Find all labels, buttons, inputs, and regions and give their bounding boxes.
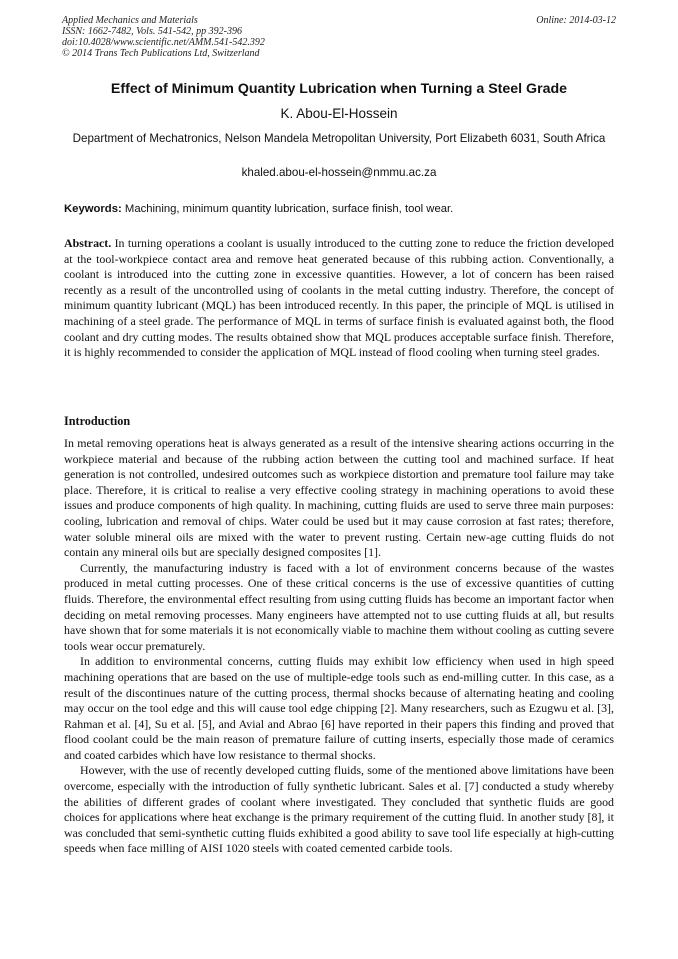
author-name: K. Abou-El-Hossein [280, 106, 398, 121]
introduction-body [64, 436, 614, 857]
abstract-label: Abstract. [64, 236, 112, 250]
introduction-heading: Introduction [64, 414, 131, 428]
keywords-text: Machining, minimum quantity lubrication, surface finish, tool wear. [121, 203, 454, 215]
online-date: Online: 2014-03-12 [536, 15, 616, 26]
abstract [64, 236, 614, 361]
intro-paragraph-2: Currently, the manufacturing industry is faced with a lot of environment concerns because of the wastes produced in metal cutting processes. One of these critical concerns is the use of excessive quantities of cutting fluids. Therefore, the environmental effect resulting from using cutting fluids has become an important factor when deciding on metal removing processes. Many engineers have attempted not to use cutting fluids at all, but results have shown that for some materials it is not economically viable to machine them without cooling as cutting severe tools wear occur prematurely. [64, 560, 614, 653]
copyright-line: © 2014 Trans Tech Publications Ltd, Switzerland [62, 48, 260, 59]
paper-title: Effect of Minimum Quantity Lubrication when Turning a Steel Grade [110, 81, 568, 97]
intro-paragraph-4: However, with the use of recently developed cutting fluids, some of the mentioned above limitations have been overcome, especially with the introduction of fully synthetic lubricant. Sales et al. [7] conducted a study whereby the abilities of different grades of coolant where investigated. They concluded that synthetic fluids are good choices for applications where heat exchange is the primary requirement of the cutting fluid. In another study [8], it was concluded that semi-synthetic cutting fluids exhibited a good ability to save tool life especially at high-cutting speeds when face milling of AISI 1020 steels with coated cemented carbide tools. [64, 763, 614, 856]
intro-paragraph-3: In addition to environmental concerns, cutting fluids may exhibit low efficiency when used in high speed machining operations that are based on the use of multiple-edge tools such as end-milling cutter. In this case, as a result of the discontinues nature of the cutting process, thermal shocks because of alternating heating and cooling may occur on the tool edge and this will cause tool edge chipping [2]. Many researchers, such as Ezugwu et al. [3], Rahman et al. [4], Su et al. [5], and Avial and Abrao [6] have reported in their papers this finding and proved that flood coolant could be the main reason of premature failure of cutting inserts, especially those made of ceramics and coated carbides which have low resistance to thermal shocks. [64, 654, 614, 762]
issn-line: ISSN: 1662-7482, Vols. 541-542, pp 392-396 [62, 26, 242, 37]
journal-header [62, 15, 616, 59]
doi-line: doi:10.4028/www.scientific.net/AMM.541-542.392 [62, 37, 265, 48]
journal-name: Applied Mechanics and Materials [62, 15, 198, 26]
keywords [64, 203, 618, 215]
author-email: khaled.abou-el-hossein@nmmu.ac.za [241, 166, 437, 179]
affiliation: Department of Mechatronics, Nelson Mandela Metropolitan University, Port Elizabeth 6031, South Africa [72, 132, 606, 145]
intro-paragraph-1: In metal removing operations heat is always generated as a result of the intensive shearing actions occurring in the workpiece material and because of the rubbing action between the cutting tool and machined surface. If heat generation is not controlled, undesired outcomes such as workpiece distortion and premature tool failure may take place. Therefore, it is critical to realise a very effective cooling strategy in machining operations to avoid these issues and produce components of high quality. In machining, cutting fluids are used to serve three main purposes: cooling, lubrication and removal of chips. Water could be used but it may cause corrosion at fast rates; therefore, water soluble mineral oils are mixed with the water to prevent rusting. Certain new-age cutting fluids do not contain any mineral oils but are specially designed composites [1]. [64, 436, 614, 560]
abstract-text: In turning operations a coolant is usually introduced to the cutting zone to reduce the friction developed at the tool-workpiece contact area and remove heat generated because of this rubbing action. Conventionally, a coolant is introduced into the cutting zone in excessive quantities. However, a lot of concern has been raised recently as a result of the uncontrolled using of coolants in the metal cutting industry. Therefore, the concept of minimum quantity lubricant (MQL) has been introduced recently. In this paper, the principle of MQL is utilised in machining of a steel grade. The performance of MQL in terms of surface finish is evaluated against both, the flood coolant and dry cutting modes. The results obtained show that MQL produces acceptable surface finish. Therefore, it is highly recommended to consider the application of MQL instead of flood cooling when turning steel grades. [64, 236, 614, 360]
keywords-label: Keywords: [64, 203, 122, 215]
